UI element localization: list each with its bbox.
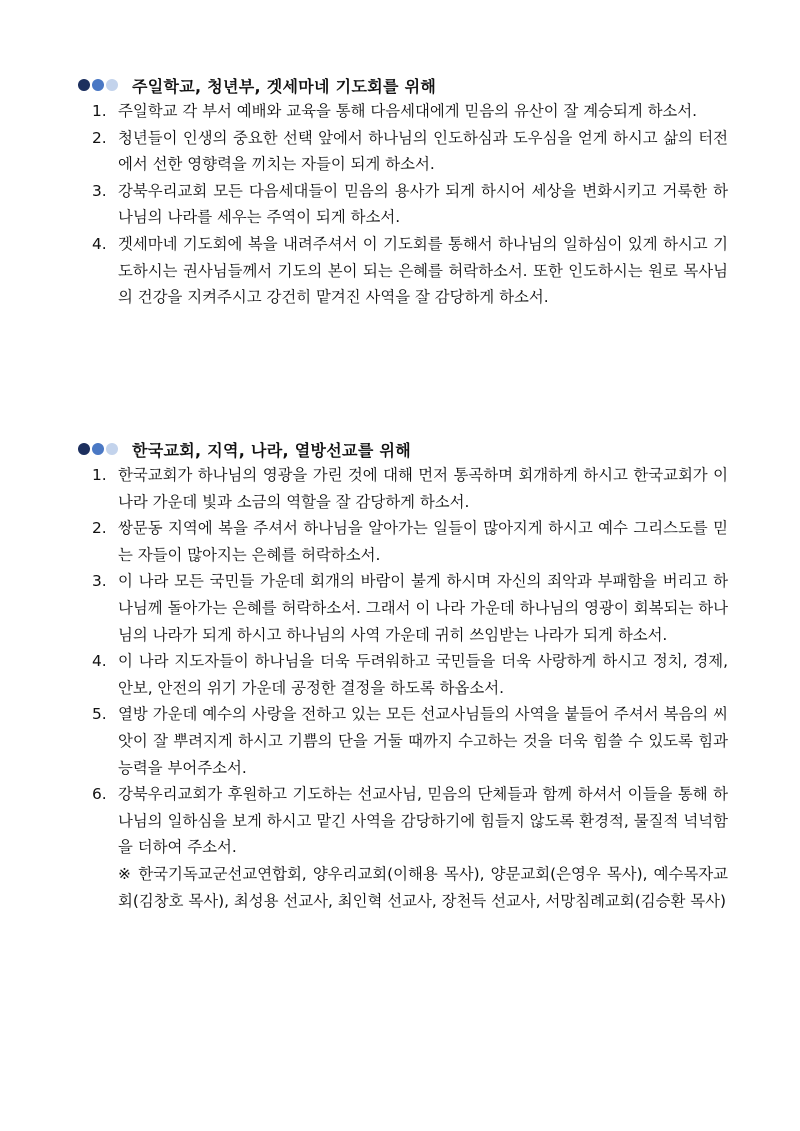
- item-text: 이 나라 모든 국민들 가운데 회개의 바람이 불게 하시며 자신의 죄악과 부패함을 버리고 하나님께 돌아가는 은혜를 허락하소서. 그래서 이 나라 가운데 하나님의 영광이 회복되는 하나님의 나라가 되게 하시고 하나님의 사역 가운데 귀히 쓰임받는 나라가 되게 하소서.: [118, 572, 728, 644]
- item-text: 열방 가운데 예수의 사랑을 전하고 있는 모든 선교사님들의 사역을 붙들어 주셔서 복음의 씨앗이 잘 뿌려지게 하시고 기쁨의 단을 거둘 때까지 수고하는 것을 더욱 힘쓸 수 있도록 힘과 능력을 부어주소서.: [118, 705, 728, 777]
- item-text: 주일학교 각 부서 예배와 교육을 통해 다음세대에게 믿음의 유산이 잘 계승되게 하소서.: [118, 102, 698, 120]
- light-dot-icon: [106, 443, 118, 455]
- item-number: 5.: [92, 705, 107, 724]
- bullet-dots-icon: [78, 79, 120, 91]
- item-number: 2.: [92, 519, 107, 538]
- item-text: 이 나라 지도자들이 하나님을 더욱 두려워하고 국민들을 더욱 사랑하게 하시고 정치, 경제, 안보, 안전의 위기 가운데 공정한 결정을 하도록 하옵소서.: [118, 652, 728, 697]
- prayer-item: [92, 781, 728, 861]
- item-number: 1.: [92, 466, 107, 484]
- item-number: 4.: [92, 234, 107, 253]
- supported-missions-note: ※ 한국기독교군선교연합회, 양우리교회(이해용 목사), 양문교회(은영우 목사), 예수목자교회(김창호 목사), 최성용 선교사, 최인혁 선교사, 장천득 선교사, 서망침례교회(김승환 목사): [118, 864, 728, 910]
- medium-dot-icon: [92, 79, 104, 91]
- prayer-item: [92, 701, 728, 781]
- item-number: 3.: [92, 181, 107, 200]
- item-text: 강북우리교회 모든 다음세대들이 믿음의 용사가 되게 하시어 세상을 변화시키고 거룩한 하나님의 나라를 세우는 주역이 되게 하소서.: [118, 181, 728, 227]
- prayer-item: [92, 178, 728, 231]
- section-title: 한국교회, 지역, 나라, 열방선교를 위해: [132, 440, 411, 460]
- section-heading: [78, 436, 728, 462]
- item-text: 겟세마네 기도회에 복을 내려주셔서 이 기도회를 통해서 하나님의 일하심이 있게 하시고 기도하시는 권사님들께서 기도의 본이 되는 은혜를 허락하소서. 또한 인도하시는 원로 목사님의 건강을 지켜주시고 강건히 맡겨진 사역을 잘 감당하게 하소서.: [118, 234, 728, 307]
- prayer-item: [92, 568, 728, 648]
- item-number: 4.: [92, 652, 107, 671]
- section-sunday-school-youth-prayer: [78, 72, 728, 311]
- dark-dot-icon: [78, 79, 90, 91]
- prayer-item: [92, 648, 728, 701]
- section-korean-church-nation-missions: [78, 436, 728, 914]
- item-text: 쌍문동 지역에 복을 주셔서 하나님을 알아가는 일들이 많아지게 하시고 예수 그리스도를 믿는 자들이 많아지는 은혜를 허락하소서.: [118, 519, 728, 564]
- prayer-item: [92, 98, 728, 125]
- prayer-item: [92, 125, 728, 178]
- item-text: 청년들이 인생의 중요한 선택 앞에서 하나님의 인도하심과 도우심을 얻게 하시고 삶의 터전에서 선한 영향력을 끼치는 자들이 되게 하소서.: [118, 128, 728, 174]
- section-heading: [78, 72, 728, 98]
- light-dot-icon: [106, 79, 118, 91]
- item-text: 한국교회가 하나님의 영광을 가린 것에 대해 먼저 통곡하며 회개하게 하시고 한국교회가 이 나라 가운데 빛과 소금의 역할을 잘 감당하게 하소서.: [118, 466, 728, 511]
- prayer-list: [78, 462, 728, 861]
- prayer-list: [78, 98, 728, 311]
- section-title: 주일학교, 청년부, 겟세마네 기도회를 위해: [132, 76, 437, 96]
- medium-dot-icon: [92, 443, 104, 455]
- prayer-item: [92, 462, 728, 515]
- bullet-dots-icon: [78, 443, 120, 455]
- item-number: 1.: [92, 102, 107, 120]
- item-text: 강북우리교회가 후원하고 기도하는 선교사님, 믿음의 단체들과 함께 하셔서 이들을 통해 하나님의 일하심을 보게 하시고 맡긴 사역을 감당하기에 힘들지 않도록 환경적, 물질적 넉넉함을 더하여 주소서.: [118, 785, 728, 857]
- prayer-item: [92, 231, 728, 311]
- prayer-item: [92, 515, 728, 568]
- dark-dot-icon: [78, 443, 90, 455]
- item-number: 2.: [92, 128, 107, 147]
- item-number: 6.: [92, 785, 107, 804]
- item-number: 3.: [92, 572, 107, 591]
